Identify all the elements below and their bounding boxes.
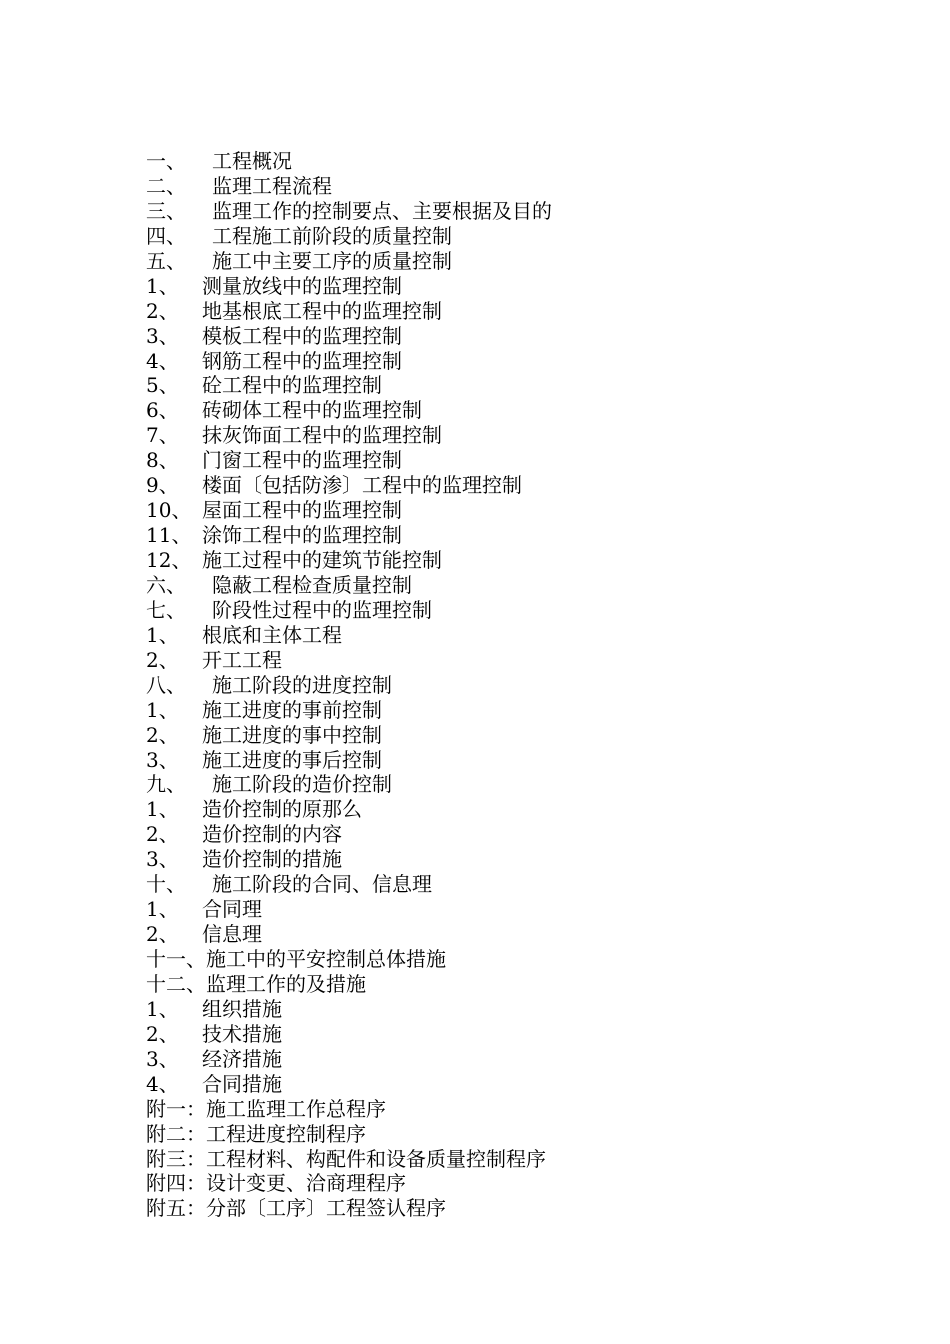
toc-entry-number: 9、 [146, 473, 179, 498]
toc-entry-number: 1、 [146, 797, 179, 822]
toc-entry [146, 423, 846, 448]
toc-entry-number: 1、 [146, 996, 179, 1021]
toc-entry-number: 2、 [146, 822, 179, 847]
toc-entry-title: 楼面〔包括防渗〕工程中的监理控制 [202, 473, 522, 498]
toc-entry-number: 附二： [146, 1121, 206, 1146]
toc-entry [146, 1171, 846, 1196]
toc-entry-title: 施工阶段的合同、信息理 [212, 872, 432, 897]
toc-entry-number: 1、 [146, 697, 179, 722]
toc-entry [146, 1072, 846, 1097]
toc-entry-number: 8、 [146, 448, 179, 473]
toc-entry [146, 947, 846, 972]
toc-entry-title: 监理工作的控制要点、主要根据及目的 [212, 198, 552, 223]
toc-entry-title: 设计变更、洽商理程序 [206, 1171, 406, 1196]
toc-entry [146, 324, 846, 349]
toc-entry-number: 附四： [146, 1171, 206, 1196]
toc-entry-number: 2、 [146, 722, 179, 747]
toc-entry-title: 隐蔽工程检查质量控制 [212, 572, 412, 597]
toc-entry-number: 附三： [146, 1146, 206, 1171]
toc-entry-title: 抹灰饰面工程中的监理控制 [202, 423, 442, 448]
toc-entry [146, 698, 846, 723]
toc-entry-number: 1、 [146, 273, 179, 298]
toc-entry-number: 3、 [146, 1046, 179, 1071]
toc-entry [146, 149, 846, 174]
toc-entry-number: 6、 [146, 398, 179, 423]
toc-entry-number: 九、 [146, 772, 186, 797]
toc-entry-title: 施工过程中的建筑节能控制 [202, 548, 442, 572]
toc-entry-title: 施工中主要工序的质量控制 [212, 248, 452, 273]
toc-entry-title: 合同理 [202, 897, 262, 922]
toc-entry-number: 五、 [146, 248, 186, 273]
toc-entry-number: 4、 [146, 1071, 179, 1096]
toc-entry [146, 573, 846, 598]
toc-entry [146, 872, 846, 897]
toc-entry [146, 174, 846, 199]
toc-entry [146, 673, 846, 698]
toc-entry-title: 施工监理工作总程序 [206, 1096, 386, 1121]
toc-entry-title: 监理工程流程 [212, 173, 332, 198]
toc-entry-title: 造价控制的原那么 [202, 797, 362, 822]
toc-entry [146, 473, 846, 498]
toc-entry-title: 技术措施 [202, 1021, 282, 1046]
toc-entry [146, 1047, 846, 1072]
toc-entry [146, 723, 846, 748]
toc-entry-number: 十二、 [146, 971, 206, 996]
toc-entry-number: 三、 [146, 198, 186, 223]
toc-entry [146, 349, 846, 374]
toc-entry [146, 598, 846, 623]
toc-entry-number: 2、 [146, 1021, 179, 1046]
toc-entry-title: 根底和主体工程 [202, 622, 342, 647]
toc-entry-title: 合同措施 [202, 1071, 282, 1096]
table-of-contents [146, 149, 846, 1221]
toc-entry [146, 997, 846, 1022]
toc-entry-title: 模板工程中的监理控制 [202, 323, 402, 348]
toc-entry [146, 299, 846, 324]
toc-entry [146, 772, 846, 797]
toc-entry-number: 十一、 [146, 947, 206, 971]
toc-entry [146, 1097, 846, 1122]
toc-entry [146, 922, 846, 947]
toc-entry-title: 施工进度的事中控制 [202, 722, 382, 747]
toc-entry-title: 造价控制的内容 [202, 822, 342, 847]
toc-entry-title: 信息理 [202, 922, 262, 947]
toc-entry-number: 3、 [146, 847, 179, 872]
toc-entry-title: 工程施工前阶段的质量控制 [212, 223, 452, 248]
toc-entry [146, 548, 846, 573]
toc-entry-number: 2、 [146, 647, 179, 672]
toc-entry [146, 199, 846, 224]
toc-entry-title: 测量放线中的监理控制 [202, 273, 402, 298]
toc-entry-title: 钢筋工程中的监理控制 [202, 348, 402, 373]
toc-entry [146, 972, 846, 997]
toc-entry [146, 648, 846, 673]
toc-entry-title: 涂饰工程中的监理控制 [202, 523, 402, 548]
toc-entry-number: 7、 [146, 423, 179, 448]
toc-entry-title: 地基根底工程中的监理控制 [202, 298, 442, 323]
toc-entry [146, 249, 846, 274]
toc-entry [146, 623, 846, 648]
toc-entry-title: 分部〔工序〕工程签认程序 [206, 1196, 446, 1221]
toc-entry [146, 1147, 846, 1172]
toc-entry-title: 工程概况 [212, 149, 292, 173]
toc-entry [146, 224, 846, 249]
toc-entry [146, 1196, 846, 1221]
toc-entry-number: 附五： [146, 1196, 206, 1221]
toc-entry-title: 经济措施 [202, 1046, 282, 1071]
toc-entry [146, 373, 846, 398]
toc-entry [146, 498, 846, 523]
toc-entry-number: 四、 [146, 223, 186, 248]
toc-entry-title: 砖砌体工程中的监理控制 [202, 398, 422, 423]
toc-entry-title: 工程材料、构配件和设备质量控制程序 [206, 1146, 546, 1171]
toc-entry [146, 1122, 846, 1147]
toc-entry-title: 监理工作的及措施 [206, 971, 366, 996]
toc-entry-number: 12、 [146, 548, 192, 572]
toc-entry [146, 822, 846, 847]
toc-entry-title: 造价控制的措施 [202, 847, 342, 872]
toc-entry-title: 施工阶段的造价控制 [212, 772, 392, 797]
toc-entry-title: 屋面工程中的监理控制 [202, 498, 402, 523]
toc-entry [146, 274, 846, 299]
toc-entry-number: 3、 [146, 323, 179, 348]
toc-entry [146, 398, 846, 423]
toc-entry-title: 组织措施 [202, 996, 282, 1021]
toc-entry-number: 11、 [146, 523, 192, 548]
toc-entry [146, 847, 846, 872]
toc-entry-number: 十、 [146, 872, 186, 897]
toc-entry-number: 一、 [146, 149, 186, 173]
toc-entry-title: 工程进度控制程序 [206, 1121, 366, 1146]
toc-entry-number: 六、 [146, 572, 186, 597]
toc-entry-title: 门窗工程中的监理控制 [202, 448, 402, 473]
toc-entry [146, 748, 846, 773]
toc-entry-number: 2、 [146, 298, 179, 323]
toc-entry-number: 1、 [146, 897, 179, 922]
toc-entry-number: 2、 [146, 922, 179, 947]
toc-entry [146, 797, 846, 822]
toc-entry [146, 448, 846, 473]
toc-entry [146, 1022, 846, 1047]
toc-entry-title: 施工阶段的进度控制 [212, 672, 392, 697]
toc-entry-number: 10、 [146, 498, 192, 523]
toc-entry-title: 施工中的平安控制总体措施 [206, 947, 446, 971]
toc-entry-number: 3、 [146, 747, 179, 772]
toc-entry [146, 897, 846, 922]
toc-entry-number: 附一： [146, 1096, 206, 1121]
toc-entry-title: 施工进度的事后控制 [202, 747, 382, 772]
toc-entry-number: 1、 [146, 622, 179, 647]
toc-entry-title: 砼工程中的监理控制 [202, 373, 382, 398]
toc-entry-number: 5、 [146, 373, 179, 398]
toc-entry-number: 七、 [146, 597, 186, 622]
toc-entry-title: 阶段性过程中的监理控制 [212, 597, 432, 622]
toc-entry-title: 开工工程 [202, 647, 282, 672]
toc-entry [146, 523, 846, 548]
toc-entry-number: 八、 [146, 672, 186, 697]
toc-entry-number: 4、 [146, 348, 179, 373]
toc-entry-number: 二、 [146, 173, 186, 198]
toc-entry-title: 施工进度的事前控制 [202, 697, 382, 722]
